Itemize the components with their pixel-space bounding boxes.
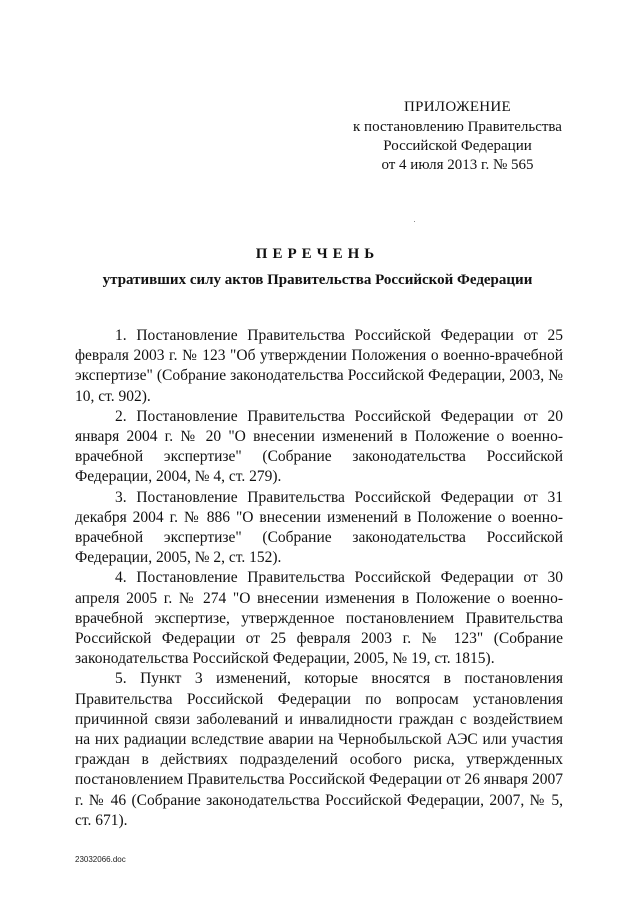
- appendix-header: [330, 98, 585, 175]
- list-item-5: 5. Пункт 3 изменений, которые вносятся в постановления Правительства Российской Федерации по вопросам установления причинной связи заболеваний и инвалидности граждан с воздействием на них радиации вследствие аварии на Чернобыльской АЭС или участия граждан в действиях подразделений особого риска, утвержденных постановлением Правительства Российской Федерации от 26 января 2007 г. № 46 (Собрание законодательства Российской Федерации, 2007, № 5, ст. 671).: [75, 670, 563, 829]
- footer-file-code: 23032066.doc: [75, 855, 126, 864]
- appendix-line-resolution: к постановлению Правительства: [353, 119, 562, 135]
- list-item-2: 2. Постановление Правительства Российской Федерации от 20 января 2004 г. № 20 "О внесении изменений в Положение о военно-врачебной экспертизе" (Собрание законодательства Российской Федерации, 2004, № 4, ст. 279).: [75, 407, 563, 486]
- repealed-acts-list: [75, 326, 563, 831]
- scan-speck: [414, 221, 415, 222]
- appendix-line-date-number: от 4 июля 2013 г. № 565: [381, 157, 534, 173]
- list-item-4: 4. Постановление Правительства Российской Федерации от 30 апреля 2005 г. № 274 "О внесении изменения в Положение о военно-врачебной экспертизе, утвержденное постановлением Правительства Российской Федерации от 25 февраля 2003 г. № 123" (Собрание законодательства Российской Федерации, 2005, № 19, ст. 1815).: [75, 569, 563, 668]
- list-item-1: 1. Постановление Правительства Российской Федерации от 25 февраля 2003 г. № 123 "Об утверждении Положения о военно-врачебной экспертизе" (Собрание законодательства Российской Федерации, 2003, № 10, ст. 902).: [75, 327, 563, 405]
- heading-title: ПЕРЕЧЕНЬ: [255, 246, 380, 262]
- appendix-title: ПРИЛОЖЕНИЕ: [403, 99, 512, 115]
- document-heading: [70, 245, 565, 290]
- heading-subtitle: утративших силу актов Правительства Российской Федерации: [102, 272, 533, 288]
- list-item-3: 3. Постановление Правительства Российской Федерации от 31 декабря 2004 г. № 886 "О внесении изменений в Положение о военно-врачебной экспертизе" (Собрание законодательства Российской Федерации, 2005, № 2, ст. 152).: [75, 488, 563, 567]
- appendix-line-federation: Российской Федерации: [383, 138, 532, 154]
